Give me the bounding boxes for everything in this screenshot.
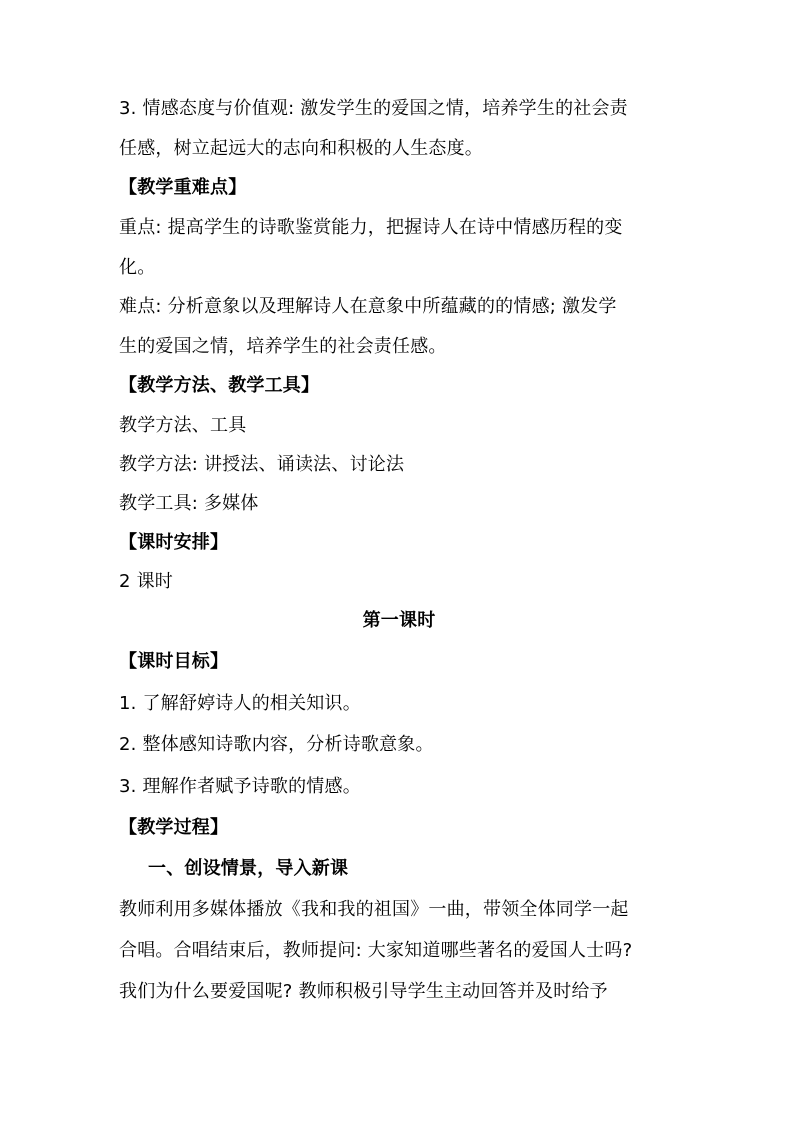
- objective-3-line-2: 任感，树立起远大的志向和积极的人生态度。: [119, 138, 483, 159]
- objective-3-line-1: 3. 情感态度与价值观: 激发学生的爱国之情，培养学生的社会责: [119, 98, 628, 119]
- lesson-title: 第一课时: [362, 610, 436, 631]
- key-point-line-1: 重点: 提高学生的诗歌鉴赏能力，把握诗人在诗中情感历程的变: [119, 217, 623, 238]
- section-heading-methods-tools: 【教学方法、教学工具】: [119, 375, 320, 396]
- process-paragraph-line-3: 我们为什么要爱国呢? 教师积极引导学生主动回答并及时给予: [119, 981, 608, 1002]
- difficult-point-line-2: 生的爱国之情，培养学生的社会责任感。: [119, 336, 447, 357]
- key-point-line-2: 化。: [119, 257, 156, 278]
- section-heading-schedule: 【课时安排】: [119, 532, 229, 553]
- teaching-tools-line: 教学工具: 多媒体: [119, 493, 259, 514]
- section-heading-lesson-goals: 【课时目标】: [119, 651, 229, 672]
- process-step-heading: 一、创设情景，导入新课: [148, 858, 349, 879]
- schedule-line: 2 课时: [119, 571, 173, 592]
- lesson-goal-3: 3. 理解作者赋予诗歌的情感。: [119, 776, 361, 797]
- process-paragraph-line-1: 教师利用多媒体播放《我和我的祖国》一曲，带领全体同学一起: [119, 899, 629, 920]
- lesson-goal-2: 2. 整体感知诗歌内容，分析诗歌意象。: [119, 734, 434, 755]
- process-paragraph-line-2: 合唱。合唱结束后，教师提问: 大家知道哪些著名的爱国人士吗?: [119, 940, 633, 961]
- section-heading-process: 【教学过程】: [119, 817, 229, 838]
- difficult-point-line-1: 难点: 分析意象以及理解诗人在意象中所蕴藏的的情感; 激发学: [119, 296, 617, 317]
- teaching-methods-line: 教学方法: 讲授法、诵读法、讨论法: [119, 454, 405, 475]
- lesson-goal-1: 1. 了解舒婷诗人的相关知识。: [119, 693, 361, 714]
- methods-tools-line: 教学方法、工具: [119, 415, 247, 436]
- section-heading-key-points: 【教学重难点】: [119, 177, 247, 198]
